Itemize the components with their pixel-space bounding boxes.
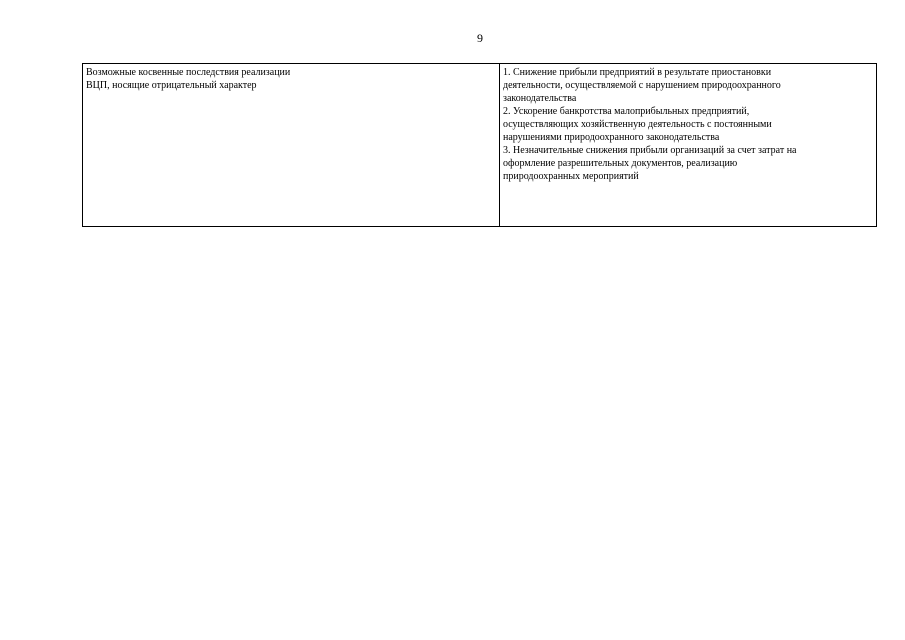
cell-text-line: нарушениями природоохранного законодательства bbox=[503, 132, 720, 143]
cell-text-line: 3. Незначительные снижения прибыли организаций за счет затрат на bbox=[503, 145, 797, 156]
cell-text-line: оформление разрешительных документов, реализацию bbox=[503, 158, 738, 169]
cell-text-line: осуществляющих хозяйственную деятельность с постоянными bbox=[503, 119, 772, 130]
cell-text-line: деятельности, осуществляемой с нарушением природоохранного bbox=[503, 80, 781, 91]
table-cell-content bbox=[500, 64, 877, 227]
consequences-table bbox=[82, 63, 877, 227]
page-number: 9 bbox=[477, 31, 483, 45]
cell-text-line: ВЦП, носящие отрицательный характер bbox=[86, 80, 257, 91]
cell-text-line: 1. Снижение прибыли предприятий в результате приостановки bbox=[503, 67, 772, 78]
cell-text-line: законодательства bbox=[503, 93, 577, 104]
cell-text-line: 2. Ускорение банкротства малоприбыльных предприятий, bbox=[503, 106, 750, 117]
table-cell-label bbox=[83, 64, 500, 227]
table-row bbox=[83, 64, 877, 227]
cell-text-line: природоохранных мероприятий bbox=[503, 171, 639, 182]
cell-text-line: Возможные косвенные последствия реализации bbox=[86, 67, 291, 78]
